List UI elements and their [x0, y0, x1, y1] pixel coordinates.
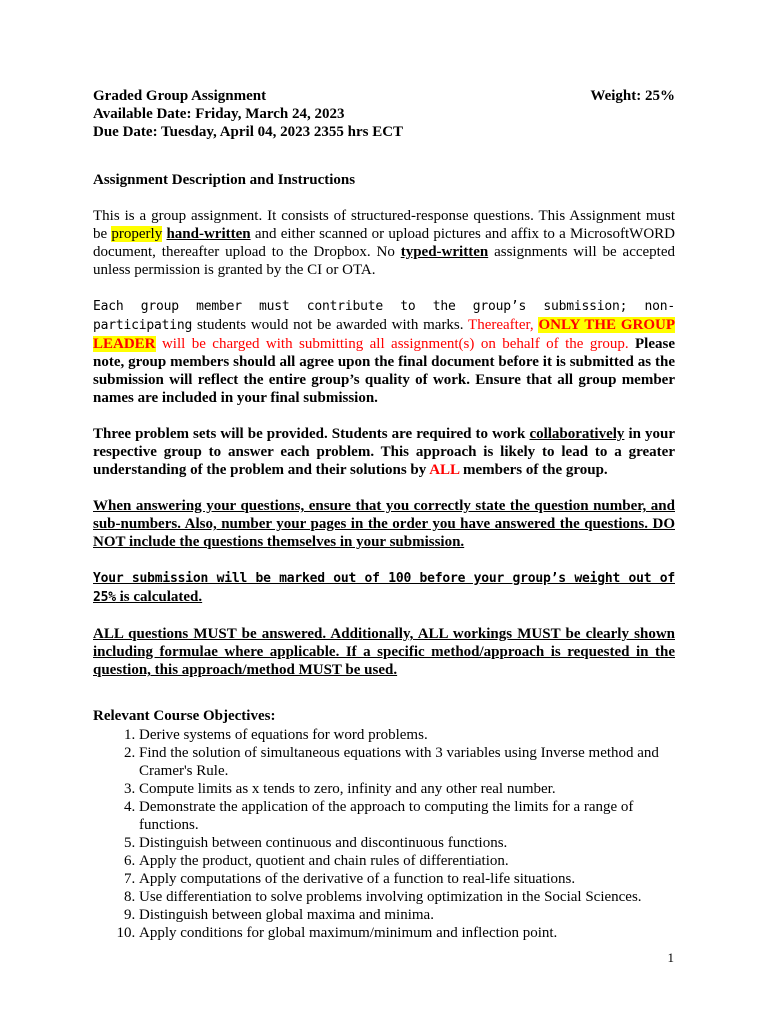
p2-text-a2: students would not be awarded with marks.	[192, 317, 469, 333]
p2-text-a: Each group member must contribute to the group’s submission; non-participating	[93, 299, 675, 333]
collaboratively-emphasis: collaboratively	[529, 426, 625, 442]
objective-item: 9. Distinguish between global maxima and minima.	[139, 906, 675, 924]
all-emphasis: ALL	[429, 462, 460, 478]
objective-item: 10. Apply conditions for global maximum/minimum and inflection point.	[139, 924, 675, 942]
p5-text-a: Your submission will be marked out of 100 before your group’s weight out of 25%	[93, 571, 675, 605]
document-body	[93, 87, 675, 942]
paragraph-marking	[93, 569, 675, 607]
p1-text-a: This is a group assignment. It consists of structured-response questions. This Assignment must be	[93, 208, 675, 242]
paragraph-problem-sets	[93, 425, 675, 479]
objectives-title: Relevant Course Objectives:	[93, 708, 276, 724]
typed-written-emphasis: typed-written	[400, 244, 489, 260]
objective-item: 2. Find the solution of simultaneous equations with 3 variables using Inverse method and Cramer's Rule.	[139, 744, 675, 780]
p2-red-text: Thereafter,	[468, 317, 539, 333]
p1-text-c: and either scanned or upload pictures and affix to a MicrosoftWORD document, thereafter upload to the Dropbox. No	[93, 226, 676, 260]
objective-item: 1. Derive systems of equations for word problems.	[139, 726, 675, 744]
p3-text-b: in your respective group to answer each problem. This approach is likely to lead to a greater understanding of the problem and their solutions by	[93, 426, 675, 478]
group-leader-highlight: ONLY THE GROUP LEADER	[93, 317, 675, 352]
objective-item: 6. Apply the product, quotient and chain rules of differentiation.	[139, 852, 675, 870]
objective-item: 7. Apply computations of the derivative of a function to real-life situations.	[139, 870, 675, 888]
hand-written-emphasis: hand-written	[166, 226, 251, 242]
p5-text-b: is calculated.	[115, 589, 203, 605]
due-date: Due Date: Tuesday, April 04, 2023 2355 hrs ECT	[93, 124, 404, 140]
section-title: Assignment Description and Instructions	[93, 172, 356, 188]
header-row	[93, 87, 675, 105]
objectives-list	[93, 726, 675, 942]
page-number: 1	[667, 950, 674, 965]
paragraph-participation	[93, 297, 675, 407]
objective-item: 5. Distinguish between continuous and discontinuous functions.	[139, 834, 675, 852]
paragraph-workings: ALL questions MUST be answered. Additionally, ALL workings MUST be clearly shown including formulae where applicable. If a specific method/approach is requested in the question, this approach/method MUST be used.	[93, 626, 675, 678]
p3-text-a: Three problem sets will be provided. Students are required to work	[93, 426, 530, 442]
p3-text-c: members of the group.	[459, 462, 608, 478]
objective-item: 3. Compute limits as x tends to zero, infinity and any other real number.	[139, 780, 675, 798]
p2-red-text-2: will be charged with submitting all assignment(s) on behalf of the group.	[155, 336, 636, 352]
paragraph-numbering: When answering your questions, ensure that you correctly state the question number, and sub-numbers. Also, number your pages in the order you have answered the questions. DO NOT include the questions themselves in your submission.	[93, 498, 675, 550]
p1-text-d: assignments will be accepted unless permission is granted by the CI or OTA.	[93, 244, 675, 278]
available-date: Available Date: Friday, March 24, 2023	[93, 106, 345, 122]
assignment-title: Graded Group Assignment	[93, 88, 267, 104]
p2-bold-text: Please note, group members should all agree upon the final document before it is submitted as the submission will reflect the entire group’s quality of work. Ensure that all group member names are included in your final submission.	[93, 336, 675, 406]
objective-item: 4. Demonstrate the application of the approach to computing the limits for a range of functions.	[139, 798, 675, 834]
weight-label: Weight: 25%	[590, 88, 675, 104]
properly-highlight: properly	[111, 226, 163, 242]
objective-item: 8. Use differentiation to solve problems involving optimization in the Social Sciences.	[139, 888, 675, 906]
paragraph-instructions	[93, 207, 675, 279]
